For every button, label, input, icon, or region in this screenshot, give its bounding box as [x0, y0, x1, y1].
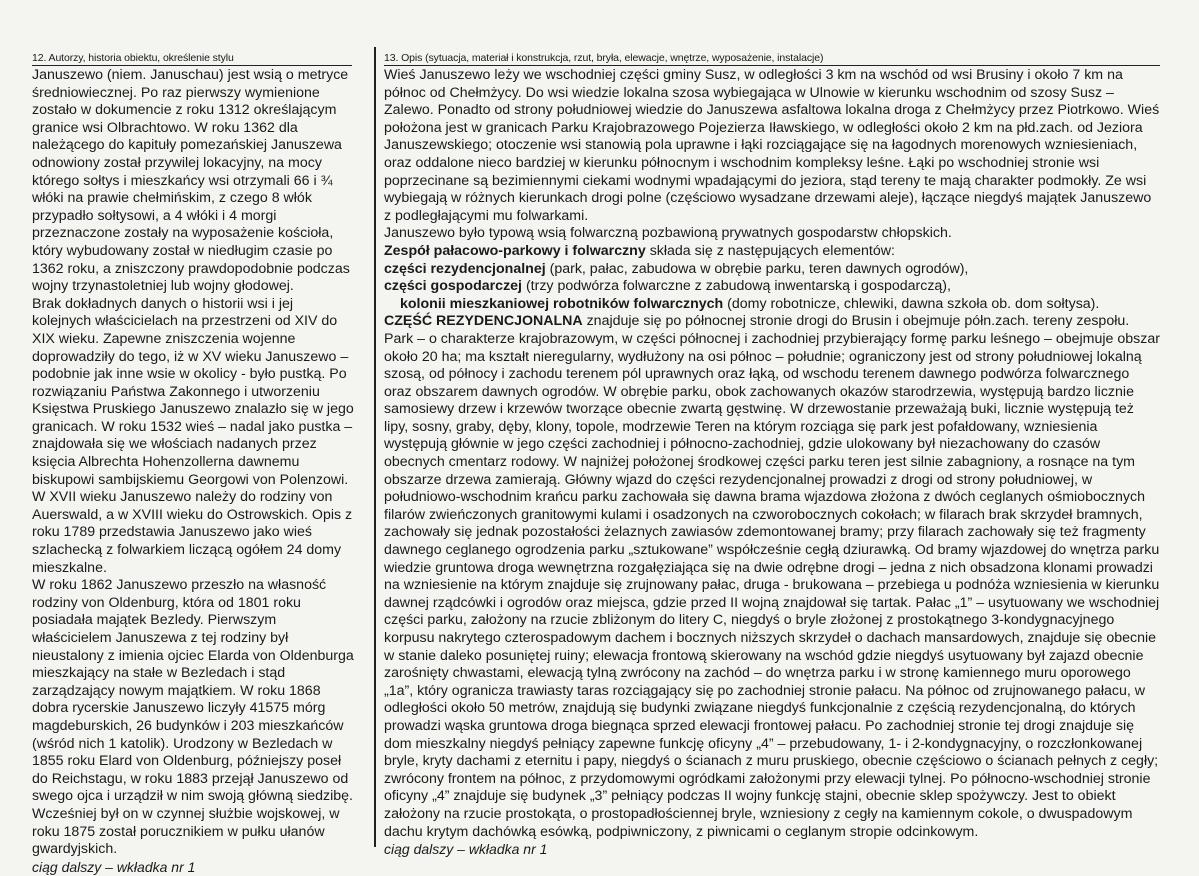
- residential-part-text: (park, pałac, zabudowa w obrębie parku, teren dawnych ogrodów),: [545, 260, 969, 277]
- economic-part-label: części gospodarczej: [384, 278, 522, 295]
- residential-section-text: znajduje się po północnej stronie drogi do Brusin i obejmuje półn.zach. tereny zespołu.: [582, 313, 1130, 330]
- history-paragraph-1: Januszewo (niem. Januschau) jest wsią o metryce średniowiecznej. Po raz pierwszy wymienione zostało w dokumencie z roku 1312 określającym granice wsi Olbrachtowo. W roku 1362 dla należącego do kapituły pomezańskiej Januszewa odnowiony został przywilej lokacyjny, na mocy którego sołtys i mieszkańcy wsi otrzymali 66 i ¾ włóki na prawie chełmińskim, z czego 8 włók przypadło sołtysowi, a 4 włóki i 4 morgi przeznaczone zostały na wyposażenie kościoła, który wybudowany został w niedługim czasie po 1362 roku, a zniszczony prawdopodobnie podczas wojny trzynastoletniej lub wojny głodowej.: [32, 67, 350, 295]
- history-paragraph-3: W XVII wieku Januszewo należy do rodziny von Auerswald, a w XVIII wieku do Ostrowskich. Opis z roku 1789 przedstawia Januszewo jako wieś szlachecką z folwarkiem liczącą ogółem 24 domy mieszkalne.: [32, 489, 353, 576]
- economic-part-item: [384, 278, 1160, 296]
- column-divider: [374, 47, 376, 847]
- section-13-header: 13. Opis (sytuacja, materiał i konstrukcja, rzut, bryła, elewacje, wnętrze, wyposażenie, instalacje): [384, 52, 1160, 66]
- history-paragraph-2: Brak dokładnych danych o historii wsi i jej kolejnych właścicielach na przestrzeni od XIV do XIX wieku. Zapewne zniszczenia wojenne doprowadziły do tego, iż w XV wieku Januszewo – podobnie jak inne wsie w okolicy - było pustką. Po rozwiązaniu Państwa Zakonnego i utworzeniu Księstwa Pruskiego Januszewo znalazło się w jego granicach. W roku 1532 wieś – nadal jako pustka – znajdowała się we włościach nadanych przez księcia Albrechta Hohenzollerna dawnemu biskupowi sambijskiemu Georgowi von Polenzowi.: [32, 295, 354, 488]
- history-continuation-note: ciąg dalszy – wkładka nr 1: [32, 858, 196, 875]
- history-column: [32, 67, 354, 876]
- complex-heading: Zespół pałacowo-parkowy i folwarczny: [384, 242, 646, 259]
- workers-colony-text: (domy robotnicze, chlewiki, dawna szkoła ob. dom sołtysa).: [723, 295, 1100, 312]
- description-continuation-note: ciąg dalszy – wkładka nr 1: [384, 841, 548, 858]
- residential-section-heading: CZĘŚĆ REZYDENCJONALNA: [384, 313, 583, 330]
- residential-part-label: części rezydencjonalnej: [384, 260, 546, 277]
- economic-part-text: (trzy podwórza folwarczne z zabudową inwentarską i gospodarczą),: [522, 278, 951, 295]
- document-sheet: [22, 43, 1182, 875]
- description-paragraph-1: Wieś Januszewo leży we wschodniej części gminy Susz, w odległości 3 km na wschód od wsi Brusiny i około 7 km na północ od Chełmżycy. Do wsi wiedzie lokalna szosa wybiegająca w Ulnowie w kierunku wschodnim od szosy Susz – Zalewo. Ponadto od strony południowej wiedzie do Januszewa asfaltowa lokalna droga z Chełmżycy przez Piotrkowo. Wieś położona jest w granicach Parku Krajobrazowego Pojezierza Iławskiego, w odległości około 2 km na płd.zach. od Jeziora Januszewskiego; otoczenie wsi stanowią pola uprawne i łąki rozciągające się na łagodnych morenowych wzniesieniach, oraz oddalone nieco bardziej w kierunku północnym i wschodnim kompleksy leśne. Łąki po wschodniej stronie wsi poprzecinane są bezimiennymi ciekami wodnymi wpadającymi do jeziora, stąd tereny te mają charakter podmokły. Ze wsi wybiegają w różnych kierunkach drogi polne (częściowo wysadzane drzewami aleje), łączące niegdyś majątek Januszewo z podległającymi mu folwarkami.: [384, 67, 1160, 224]
- complex-intro-text: składa się z następujących elementów:: [645, 242, 895, 259]
- workers-colony-label: kolonii mieszkaniowej robotników folwarcznych: [400, 295, 724, 312]
- residential-part-item: [384, 261, 1160, 279]
- residential-section-intro: [384, 313, 1160, 331]
- park-description: Park – o charakterze krajobrazowym, w części północnej i zachodniej przybierający formę parku leśnego – obejmuje obszar około 20 ha; ma kształt nieregularny, wydłużony na osi północ – południe; ograniczony jest od strony południowej lokalną szosą, od północy i zachodu terenem pól uprawnych oraz łąką, od wschodu terenem dawnego podwórza folwarcznego oraz obszarem dawnych ogrodów. W obrębie parku, obok zachowanych okazów starodrzewia, występują bardzo licznie samosiewy drzew i krzewów tworzące obecnie zwartą gęstwinę. W drzewostanie przeważają buki, licznie występują też lipy, sosny, graby, dęby, klony, topole, modrzewie Teren na którym rozciąga się park jest pofałdowany, wzniesienia występują głównie w jego części zachodniej i północno-zachodniej, gdzie ulokowany był niezachowany do czasów obecnych cmentarz rodowy. W najniżej położonej środkowej części parku teren jest silnie zabagniony, a rosnące na tym obszarze drzewa zamierają. Główny wjazd do części rezydencjonalnej prowadzi z drogi od strony południowej, w południowo-wschodnim krańcu parku zachowała się dawna brama wjazdowa złożona z dwóch ceglanych ośmiobocznych filarów zwieńczonych granitowymi kulami i osadzonych na czworobocznych cokołach; w filarach brak skrzydeł bramnych, zachowały się jednak pozostałości żelaznych zawiasów zdemontowanej bramy; przy filarach zachowały się też fragmenty dawnego ceglanego ogrodzenia parku „sztukowane” współcześnie cegłą dziurawką. Od bramy wjazdowej do wnętrza parku wiedzie gruntowa droga wewnętrzna rozgałęziająca się na dwie odrębne drogi – jedna z nich obsadzona klonami prowadzi na wzniesienie na którym znajduje się zrujnowany pałac, druga - brukowana – przebiega u podnóża wzniesienia w kierunku dawnej rządcówki i ogrodów oraz miejsca, gdzie przed II wojną znajdował się tartak. Pałac „1” – usytuowany we wschodniej części parku, założony na rzucie zbliżonym do litery C, niegdyś o bryle złożonej z prostokątnego 3-kondygnacyjnego korpusu nakrytego czterospadowym dachem i bocznych niższych skrzydeł o dachach mansardowych, znajduje się obecnie w stanie daleko posuniętej ruiny; elewacja frontową skierowany na wschód gdzie niegdyś usytuowany był zajazd obecnie zarośnięty chwastami, elewacją tylną zwrócony na zachód – do wnętrza parku i w stronę kamiennego muru oporowego „1a”, który ogranicza trawiasty taras rozciągający się po zachodniej stronie pałacu. Na północ od zrujnowanego pałacu, w odległości około 50 metrów, znajdują się budynki związane niegdyś funkcjonalnie z częścią rezydencjonalną, do których prowadzi wąska gruntowa droga biegnąca sprzed elewacji frontowej pałacu. Po zachodniej stronie tej drogi znajduje się dom mieszkalny niegdyś pełniący zapewne funkcję oficyny „4” – przebudowany, 1- i 2-kondygnacyjny, o rozczłonkowanej bryle, kryty dachami z eternitu i papy, niegdyś o ścianach z muru pruskiego, obecnie częściowo o ścianach pełnych z cegły; zwrócony frontem na północ, z przydomowymi ogródkami założonymi przy elewacji tylnej. Po północno-wschodniej stronie oficyny „4” znajduje się budynek „3” pełniący podczas II wojny funkcję stajni, obecnie sklep spożywczy. Jest to obiekt założony na rzucie prostokąta, o prostopadłościennej bryle, wzniesiony z cegły na kamiennym cokole, o dwuspadowym dachu krytym dachówką esówką, podpiwniczony, z piwnicami o ceglanym stropie odcinkowym.: [384, 330, 1160, 840]
- history-paragraph-4: W roku 1862 Januszewo przeszło na własność rodziny von Oldenburg, która od 1801 roku posiadała majątek Bezledy. Pierwszym właścicielem Januszewa z tej rodziny był nieustalony z imienia ojciec Elarda von Oldenburga mieszkający na stałe w Bezledach i stąd zarządzający nowym majątkiem. W roku 1868 dobra rycerskie Januszewo liczyły 41575 mórg magdeburskich, 26 budynków i 203 mieszkańców (wśród nich 1 katolik). Urodzony w Bezledach w 1855 roku Elard von Oldenburg, późniejszy poseł do Reichstagu, w roku 1883 przejął Januszewo od swego ojca i urządził w nim swoją główną siedzibę. Wcześniej był on w czynnej służbie wojskowej, w roku 1875 został porucznikiem w pułku ułanów gwardyjskich.: [32, 577, 354, 858]
- section-12-header: 12. Autorzy, historia obiektu, określenie stylu: [32, 52, 352, 66]
- description-paragraph-2: Januszewo było typową wsią folwarczną pozbawioną prywatnych gospodarstw chłopskich.: [384, 225, 952, 242]
- description-column: [384, 67, 1160, 859]
- complex-elements-intro: [384, 243, 1160, 261]
- workers-colony-item: [384, 296, 1160, 314]
